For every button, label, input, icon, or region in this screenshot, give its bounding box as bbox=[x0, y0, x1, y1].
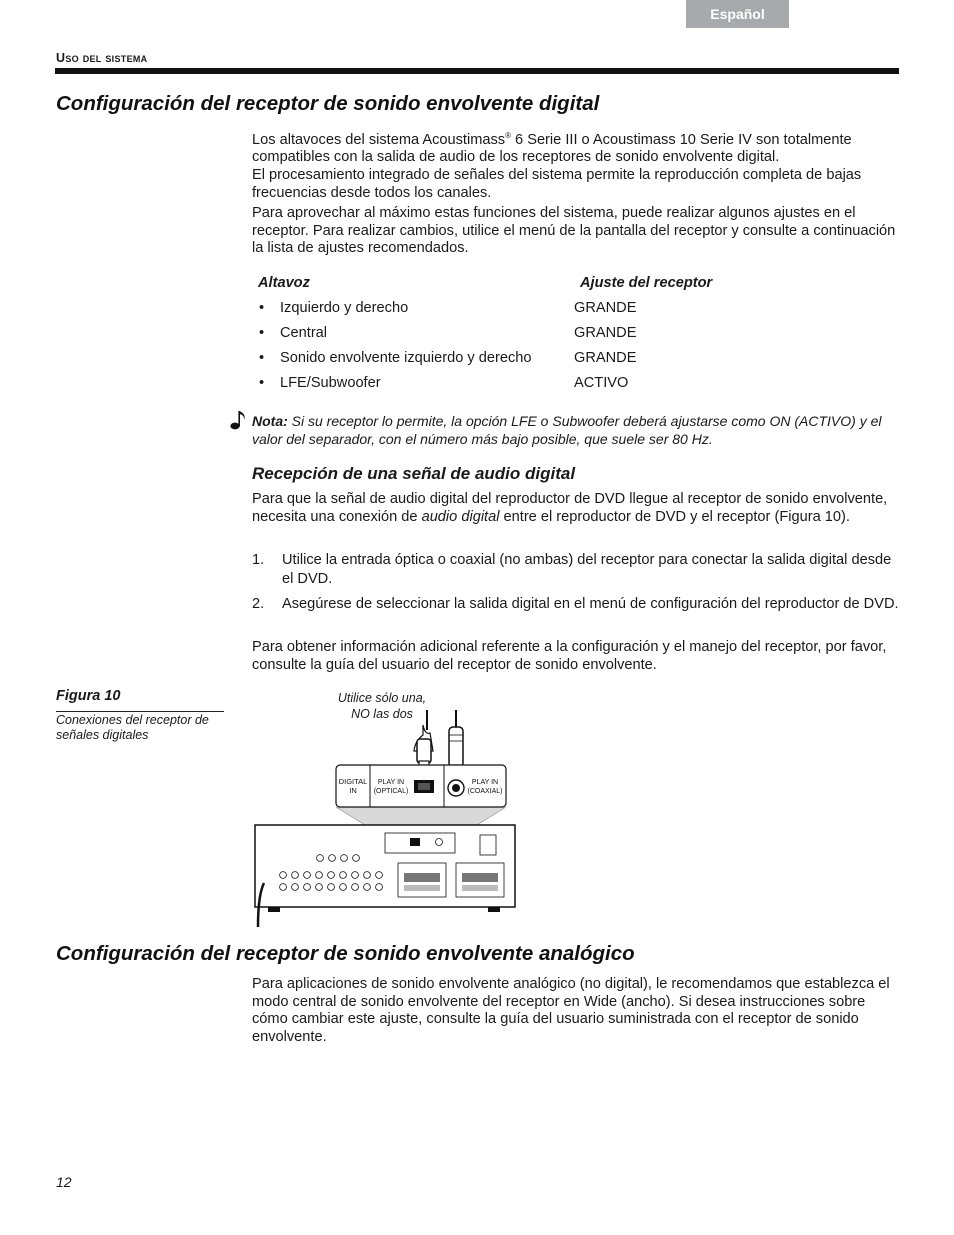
section-header: Uso del sistema bbox=[56, 51, 148, 65]
table-row bbox=[252, 345, 812, 370]
bullet: • bbox=[259, 299, 265, 316]
speaker-name: Sonido envolvente izquierdo y derecho bbox=[280, 349, 532, 366]
page-number: 12 bbox=[56, 1174, 72, 1190]
digital-settings-paragraph: Para aprovechar al máximo estas funciones del sistema, puede realizar algunos ajustes en el receptor. Para realizar cambios, utilice el menú de la pantalla del receptor y consulte a continuación la lista de ajustes recomendados. bbox=[252, 205, 896, 257]
figure-rule bbox=[56, 711, 224, 712]
digital-in-label-1: DIGITAL bbox=[338, 777, 368, 786]
speaker-setting: GRANDE bbox=[574, 349, 637, 366]
column-header-speaker: Altavoz bbox=[258, 274, 310, 291]
speaker-name: Central bbox=[280, 324, 328, 341]
digital-in-label-2: IN bbox=[349, 786, 357, 795]
speaker-setting: ACTIVO bbox=[574, 374, 629, 391]
bullet: • bbox=[259, 374, 265, 391]
analog-paragraph: Para aplicaciones de sonido envolvente analógico (no digital), le recomendamos que establezca el modo central de sonido envolvente del receptor en Wide (ancho). Si desea instrucciones sobre cómo cambiar este ajuste, consulte la guía del usuario suministrada con el receptor de sonido envolvente. bbox=[252, 976, 890, 1045]
list-text: Asegúrese de seleccionar la salida digital en el menú de configuración del reproductor de DVD. bbox=[282, 596, 899, 612]
receptor-connection-diagram bbox=[250, 705, 525, 930]
signal-intro-paragraph: Para que la señal de audio digital del reproductor de DVD llegue al receptor de sonido envolvente, necesita una conexión de audio digital entre el reproductor de DVD y el receptor (Figura 10). bbox=[252, 491, 888, 525]
music-note-icon bbox=[229, 409, 247, 431]
digital-intro-paragraph: Los altavoces del sistema Acoustimass® 6 Serie III o Acoustimass 10 Serie IV son totalmente compatibles con la salida de audio de los receptores de sonido envolvente digital. El procesamiento integrado de señales del sistema permite la reproducción completa de bajas frecuencias desde todos los canales. bbox=[252, 131, 862, 201]
digital-section-title: Configuración del receptor de sonido envolvente digital bbox=[56, 92, 600, 115]
column-header-setting: Ajuste del receptor bbox=[580, 274, 713, 291]
language-tab[interactable]: Español bbox=[686, 0, 789, 28]
bullet: • bbox=[259, 349, 265, 366]
coaxial-label-1: PLAY IN bbox=[471, 779, 499, 786]
list-text: Utilice la entrada óptica o coaxial (no ambas) del receptor para conectar la salida digital desde el DVD. bbox=[282, 552, 892, 587]
note-paragraph: Nota: Si su receptor lo permite, la opción LFE o Subwoofer deberá ajustarse como ON (ACTIVO) y el valor del separador, con el número más bajo posible, que suele ser 80 Hz. bbox=[252, 413, 882, 447]
signal-closing-paragraph: Para obtener información adicional referente a la configuración y el manejo del receptor, por favor, consulte la guía del usuario del receptor de sonido envolvente. bbox=[252, 639, 887, 673]
speaker-settings-table bbox=[252, 270, 812, 395]
optical-label-1: PLAY IN bbox=[377, 779, 405, 786]
table-row bbox=[252, 320, 812, 345]
list-item bbox=[252, 595, 902, 614]
analog-section-title: Configuración del receptor de sonido envolvente analógico bbox=[56, 942, 635, 965]
figure-caption: Conexiones del receptor de señales digitales bbox=[56, 713, 209, 742]
coaxial-label-2: (COAXIAL) bbox=[467, 788, 503, 795]
speaker-name: LFE/Subwoofer bbox=[280, 374, 381, 391]
bullet: • bbox=[259, 324, 265, 341]
table-row bbox=[252, 370, 812, 395]
list-item bbox=[252, 551, 902, 588]
table-header-row bbox=[252, 270, 812, 295]
callout-line-2: NO las dos bbox=[351, 707, 413, 721]
callout-line-1: Utilice sólo una, bbox=[337, 691, 427, 705]
note-label: Nota: bbox=[252, 413, 288, 429]
signal-subsection-title: Recepción de una señal de audio digital bbox=[252, 464, 576, 483]
table-row bbox=[252, 295, 812, 320]
header-rule bbox=[55, 68, 899, 74]
speaker-setting: GRANDE bbox=[574, 324, 637, 341]
speaker-name: Izquierdo y derecho bbox=[280, 299, 409, 316]
speaker-setting: GRANDE bbox=[574, 299, 637, 316]
list-number: 2. bbox=[252, 596, 265, 612]
receiver-back-panel bbox=[255, 825, 515, 927]
optical-label-2: (OPTICAL) bbox=[373, 788, 409, 795]
list-number: 1. bbox=[252, 552, 265, 568]
figure-label: Figura 10 bbox=[56, 688, 121, 704]
